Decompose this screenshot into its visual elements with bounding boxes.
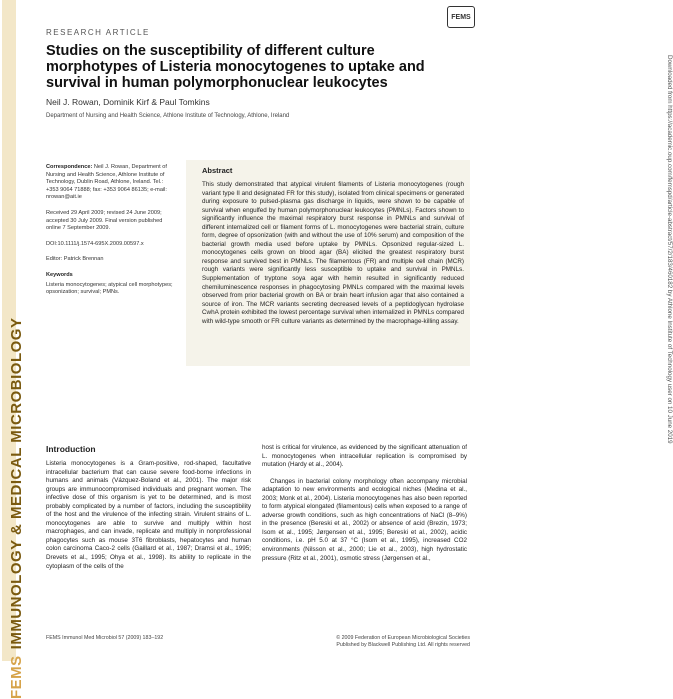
paragraph: Changes in bacterial colony morphology often accompany microbial adaptation to new environments and ecological niches (Medina et al., 2003; Monk et al., 2004). Listeria monocytogenes has also been reported to form atypical elongated (filamentous) cells when exposed to a range of adverse growth conditions, such as high concentrations of NaCl (8–9%) in the presence (Bereski et al., 2002) or absence of acid (Brezin, 1973; Isom et al., 1995; Jørgensen et al., 1995; Bereski et al., 2002), acidic conditions, i.e. pH 5.0 at 37 °C (Isom et al., 1995), increased CO2 environments (Nilsson et al., 2000; Lie et al., 2003), high hydrostatic pressure (Ritz et al., 2001), osmotic stress (Jørgensen et al., [262, 477, 467, 562]
affiliation: Department of Nursing and Health Science, Athlone Institute of Technology, Athlone, Ireland [46, 113, 290, 119]
correspondence-label: Correspondence: [46, 164, 93, 170]
introduction-heading: Introduction [46, 444, 96, 454]
section-label: RESEARCH ARTICLE [46, 28, 150, 37]
journal-name-vertical [8, 59, 26, 699]
correspondence-text: Neil J. Rowan, Department of Nursing and Health Science, Athlone Institute of Technology, Dublin Road, Athlone, Ireland. Tel.: +353 9064 71888; fax: +353 9064 86135; e-mail: nrowan@ait.ie [46, 164, 167, 201]
body-column-2 [262, 444, 467, 571]
keywords-label: Keywords [46, 271, 73, 278]
correspondence-block [46, 164, 176, 202]
journal-sidebar [0, 0, 25, 699]
keywords: Listeria monocytogenes; atypical cell morphotypes; opsonization; survival; PMNs. [46, 281, 173, 296]
dates: Received 29 April 2009; revised 24 June 2009; accepted 30 July 2009. Final version published online 7 September 2009. [46, 209, 163, 232]
journal-citation-footer: FEMS Immunol Med Microbiol 57 (2009) 183–192 [46, 635, 164, 641]
download-notice: Downloaded from https://academic.oup.com/femspd/article-abstract/57/2/183/460182 by Athlone Institute of Technology user on 10 June 2019 [666, 55, 673, 444]
sidebar-journal: IMMUNOLOGY & MEDICAL MICROBIOLOGY [8, 317, 25, 650]
authors: Neil J. Rowan, Dominik Kirf & Paul Tomkins [46, 97, 210, 107]
article-title: Studies on the susceptibility of different culture morphotypes of Listeria monocytogenes to uptake and survival in human polymorphonuclear leukocytes [46, 43, 425, 91]
body-column-1: Listeria monocytogenes is a Gram-positive, rod-shaped, facultative intracellular bacterium that can cause severe food-borne infections in humans and animals (Vázquez-Boland et al., 2001). The major risk groups are immunocompromised individuals and pregnant women. The infective dose of this organism is yet to be determined, and is most probably complicated by a number of factors, including the susceptibility of the host and the virulence of the infecting strain. Virulent strains of L. monocytogenes are able to survive and multiply within host macrophages, and can invade, replicate and multiply in nonprofessional phagocytes such as mouse 3T6 fibroblasts, hepatocytes and human colon carcinoma Caco-2 cells (Gaillard et al., 1987; Dramsi et al., 1995; Drevets et al., 1995; Ohya et al., 1998). Its ability to replicate in the cytoplasm of the cells of the [46, 460, 251, 570]
fems-logo: FEMS [447, 6, 475, 28]
copyright-footer: © 2009 Federation of European Microbiological Societies Published by Blackwell Publishing Ltd. All rights reserved [336, 635, 470, 648]
doi[interactable]: DOI:10.1111/j.1574-695X.2009.00597.x [46, 240, 144, 247]
paragraph: host is critical for virulence, as evidenced by the significant attenuation of L. monocytogenes when intracellular replication is compromised by mutation (Hardy et al., 2004). [262, 444, 467, 469]
sidebar-brand: FEMS [8, 655, 25, 699]
keywords-block [46, 272, 176, 280]
abstract-heading: Abstract [202, 166, 233, 175]
editor: Editor: Patrick Brennan [46, 256, 104, 263]
article-info-column [46, 164, 176, 305]
abstract-text: This study demonstrated that atypical virulent filaments of Listeria monocytogenes (rough variant type II and designated FR for this study), isolated from clinical specimens or generated during exposure to pulsed-plasma gas discharge in liquids, were shown to be capable of survival when engulfed by human polymorphonuclear leukocytes (PMNLs). Factors shown to significantly influence the maximal respiratory burst response in PMNLs and survival of different internalized cell or filament forms of L. monocytogenes were bacterial strain, culture form, degree of opsonization (with and without the use of 10% serum) and composition of the bacterial growth media used before uptake by PMNLs. Opsonized regular-sized L. monocytogenes cells grown on blood agar (BA) elicited the greatest respiratory burst response and survived best in PMNLs. The filamentous (FR) and multiple cell chain (MCR) rough variants were significantly less susceptible to uptake and survival in PMNLs. Supplementation of tryptone soya agar with hemin resulted in significantly reduced chemiluminescence responses in phagocytosing PMNLs compared with the maximal levels observed from prior bacterial growth on BA or brain heart infusion agar that also contained a source of iron. The MCR variants secreting decreased levels of a peptidoglycan hydrolase CwhA protein exhibited the lowest percentage survival when internalized in PMNLs compared with wild-type smooth or FR culture variants as determined by the macrophage-killing assay. [202, 181, 464, 325]
